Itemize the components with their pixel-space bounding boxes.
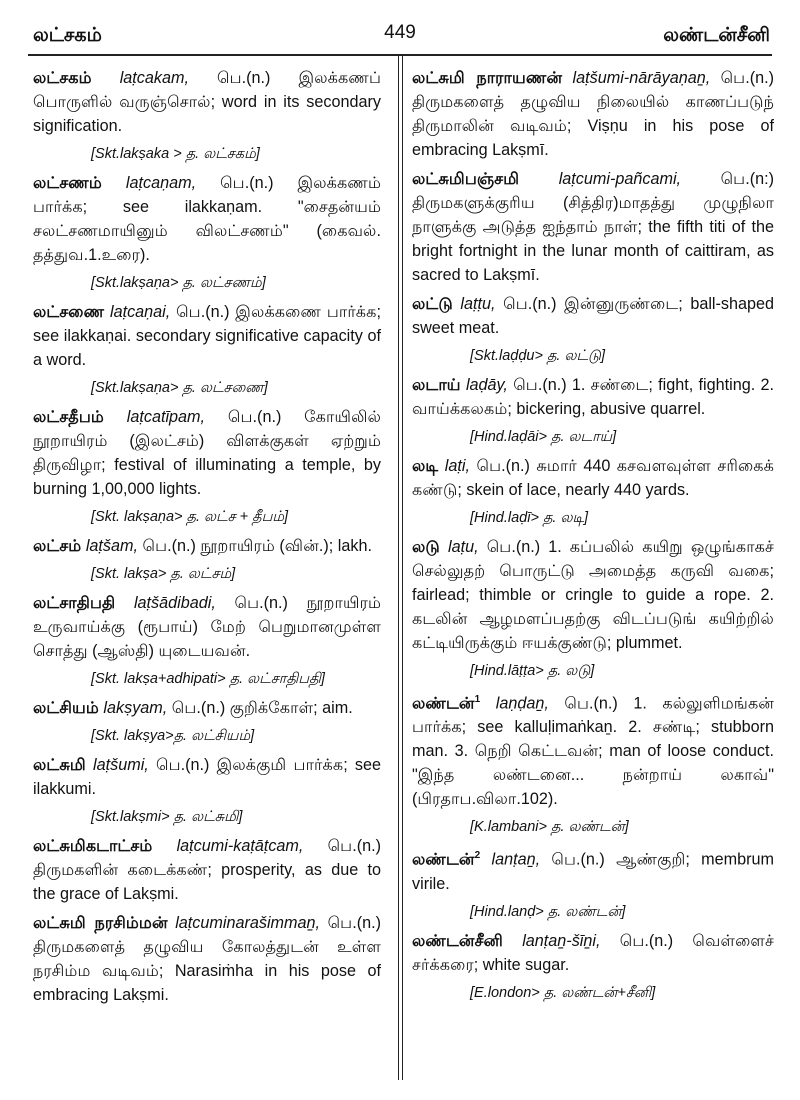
dictionary-entry <box>33 834 381 906</box>
headword: லட்டு <box>412 294 453 313</box>
transliteration: laṭšādibadi, <box>133 594 216 612</box>
dictionary-entry <box>412 373 774 448</box>
etymology: [Skt.lakṣmi> த. லட்சுமி] <box>91 809 243 825</box>
definition: பெ.(n.) குறிக்கோள்; aim. <box>171 699 353 717</box>
etymology: [Skt.lakṣaṇa> த. லட்சணம்] <box>91 275 266 291</box>
definition: பெ.(n.) ஆண்குறி; membrum virile. <box>412 850 775 893</box>
etymology: [Hind.laḍī> த. லடி] <box>470 510 589 526</box>
transliteration: lanṭaṉ-šīṉi, <box>522 931 601 950</box>
etymology: [Skt. lakṣa> த. லட்சம்] <box>91 566 236 582</box>
etymology: [Skt. lakṣa+adhipati> த. லட்சாதிபதி] <box>91 671 325 687</box>
right-column <box>412 66 774 1010</box>
headword: லடாய் <box>412 375 461 394</box>
dictionary-entry <box>33 753 381 828</box>
definition: பெ.(n.) 1. கல்லுளிமங்கன் பார்க்க; see kalluḷimaṅkaṉ. 2. சண்டி; stubborn man. 3. நெறி கெட்டவன்; man of loose conduct. "இந்த லண்டனை... நன்றாய் லகாவ்" (பிரதாப.விலா.102). <box>412 694 775 809</box>
etymology: [K.lambani> த. லண்டன்] <box>470 819 629 836</box>
column-divider <box>398 56 399 1080</box>
page-number: 449 <box>384 22 416 43</box>
transliteration: laṭšumi, <box>93 756 149 774</box>
header-left-word: லட்சகம் <box>33 24 102 46</box>
transliteration: laḍāy, <box>465 376 508 394</box>
definition: பெ.(n.) திருமகளைத் தழுவிய கோலத்துடன் உள்ள நரசிம்ம வடிவம்; Narasiṁha in his pose of embracing Lakṣmi. <box>33 914 381 1004</box>
headword: லட்சுமி நாராயணன் <box>412 68 563 87</box>
transliteration: laṭcumi-pañcami, <box>558 170 682 188</box>
definition: பெ.(n.) கோயிலில் நூறாயிரம் (இலட்சம்) விளக்குகள் ஏற்றும் திருவிழா; festival of illuminating a temple, by burning 1,00,000 lights. <box>33 408 382 498</box>
header-rule <box>28 54 772 56</box>
transliteration: laṭcuminarašimmaṉ, <box>175 914 321 932</box>
definition: பெ.(n.) நூறாயிரம் உருவாய்க்கு (ரூபாய்) மேற் பெறுமானமுள்ள சொத்து (ஆஸ்தி) யுடையவன். <box>33 594 381 660</box>
headword: லட்சம் <box>33 536 82 555</box>
homonym-number: 1 <box>474 694 481 705</box>
definition: பெ.(n.) இலக்கணம் பார்க்க; see ilakkaṇam. "சைதன்யம் சலட்சணமாயினும் விலட்சணம்" (கைவல். தத்துவ.1.உரை). <box>33 174 381 264</box>
page-header <box>0 0 800 48</box>
etymology: [Skt.lakṣaka > த. லட்சகம்] <box>91 146 260 162</box>
dictionary-entry <box>412 929 774 1004</box>
dictionary-entry <box>412 292 774 367</box>
etymology: [Skt.laḍḍu> த. லட்டு] <box>470 348 606 364</box>
headword: லண்டன் <box>412 693 475 713</box>
headword: லடு <box>412 537 440 556</box>
transliteration: laṭu, <box>447 538 479 556</box>
headword: லட்சுமி நரசிம்மன் <box>33 913 168 932</box>
definition: பெ.(n.) 1. சண்டை; fight, fighting. 2. வாய்க்கலகம்; bickering, abusive quarrel. <box>412 376 774 418</box>
headword: லட்சாதிபதி <box>33 593 116 612</box>
headword: லடி <box>412 456 439 475</box>
headword: லண்டன்சீனி <box>412 930 503 950</box>
definition: பெ.(n.) இலக்கணப் பொருளில் வருஞ்சொல்; word in its secondary signification. <box>33 69 381 135</box>
definition: பெ.(n:) திருமகளுக்குரிய (சித்திர)மாதத்து முழுநிலா நாளுக்கு அடுத்த ஐந்தாம் நாள்; the fifth titi of the bright fortnight in the lunar month of caittiram, as sacred to Lakṣmī. <box>412 170 775 284</box>
transliteration: laṭcumi-kaṭāṭcam, <box>176 837 304 855</box>
headword: லட்சுமிகடாட்சம் <box>33 836 153 855</box>
etymology: [Skt.lakṣaṇa> த. லட்சணை] <box>91 380 268 396</box>
definition: பெ.(n.) இலக்கணை பார்க்க; see ilakkaṇai. secondary significative capacity of a word. <box>33 303 382 369</box>
definition: பெ.(n.) நூறாயிரம் (வின்.); lakh. <box>142 537 372 555</box>
dictionary-entry <box>33 534 381 585</box>
dictionary-entry <box>33 300 381 399</box>
transliteration: laṭi, <box>444 457 470 475</box>
left-column <box>33 66 381 1012</box>
etymology: [Hind.lanḍ> த. லண்டன்] <box>470 903 626 920</box>
headword: லட்சுமி <box>33 755 86 774</box>
homonym-number: 2 <box>474 850 481 862</box>
etymology: [Hind.lāṭṭa> த. லடு] <box>470 663 595 679</box>
transliteration: laṭṭu, <box>460 295 496 313</box>
etymology: [Skt. lakṣya>த. லட்சியம்] <box>91 728 255 744</box>
dictionary-entry <box>412 844 774 922</box>
dictionary-entry <box>33 591 381 690</box>
transliteration: laṭcakam, <box>119 69 189 87</box>
transliteration: laṭšumi-nārāyaṇaṉ, <box>572 69 711 87</box>
headword: லட்சணை <box>33 302 105 321</box>
dictionary-entry <box>33 171 381 294</box>
dictionary-entry <box>33 66 381 165</box>
transliteration: laṭšam, <box>85 537 138 555</box>
headword: லட்சியம் <box>33 698 99 717</box>
headword: லண்டன் <box>412 849 475 869</box>
definition: பெ.(n.) சுமார் 440 கசவளவுள்ள சரிகைக் கண்டு; skein of lace, nearly 440 yards. <box>412 457 775 499</box>
dictionary-entry <box>412 535 774 682</box>
headword: லட்சுமிபஞ்சமி <box>412 169 520 188</box>
dictionary-entry <box>33 696 381 747</box>
definition: பெ.(n.) இன்னுருண்டை; ball-shaped sweet meat. <box>412 295 775 337</box>
header-right-word: லண்டன்சீனி <box>663 24 770 46</box>
transliteration: laṇḍaṉ, <box>495 694 549 713</box>
column-divider-second <box>402 56 403 1080</box>
transliteration: laṭcaṇai, <box>109 303 171 321</box>
etymology: [E.london> த. லண்டன்+சீனி] <box>470 984 656 1001</box>
dictionary-entry <box>412 66 774 162</box>
etymology: [Skt. lakṣaṇa> த. லட்ச + தீபம்] <box>91 509 289 525</box>
headword: லட்சணம் <box>33 173 102 192</box>
dictionary-entry <box>412 688 774 838</box>
dictionary-entry <box>412 167 774 287</box>
headword: லட்சதீபம் <box>33 407 104 426</box>
definition: பெ.(n.) வெள்ளைச் சர்க்கரை; white sugar. <box>412 931 775 974</box>
dictionary-entry <box>412 454 774 529</box>
dictionary-entry <box>33 405 381 528</box>
definition: பெ.(n.) 1. கப்பலில் கயிறு ஒழுங்காகச் செல்லுதற் பொருட்டு அமைத்த கருவி வகை; fairlead; thimble or cringle to guide a rope. 2. கடலின் ஆழமளப்பதற்கு விடப்படுங் கயிற்றில் கட்டியிருக்கும் ஈயக்குண்டு; plummet. <box>412 538 775 652</box>
transliteration: laṭcatīpam, <box>126 408 206 426</box>
transliteration: lanṭaṉ, <box>491 850 541 869</box>
definition: பெ.(n.) இலக்குமி பார்க்க; see ilakkumi. <box>33 756 381 798</box>
transliteration: laṭcaṇam, <box>125 174 197 192</box>
definition: பெ.(n.) திருமகளின் கடைக்கண்; prosperity, as due to the grace of Lakṣmi. <box>33 837 382 903</box>
transliteration: lakṣyam, <box>103 699 168 717</box>
etymology: [Hind.laḍāi> த. லடாய்] <box>470 429 617 445</box>
dictionary-entry <box>33 911 381 1007</box>
definition: பெ.(n.) திருமகளைத் தழுவிய நிலையில் காணப்படுந் திருமாலின் வடிவம்; Viṣṇu in his pose of embracing Lakṣmī. <box>412 69 775 159</box>
headword: லட்சகம் <box>33 68 92 87</box>
